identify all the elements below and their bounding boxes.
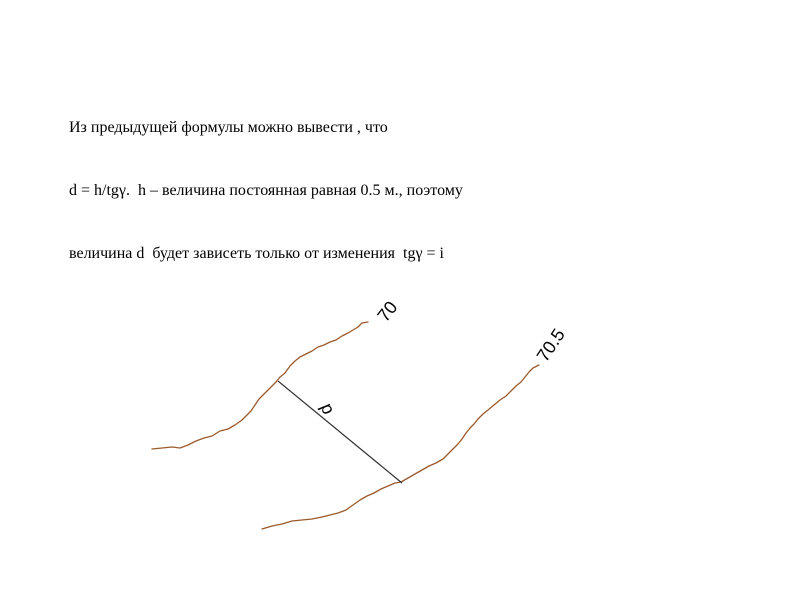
contour-line-70 — [152, 322, 368, 449]
explanation-line-2: d = h/tgγ. h – величина постоянная равная 0.5 м., поэтому — [69, 182, 463, 199]
segment-label-d: d — [314, 401, 337, 418]
contour-line-70-5 — [262, 365, 539, 529]
distance-segment-d — [278, 381, 402, 483]
explanation-line-3: величина d будет зависеть только от изменения tgγ = i — [69, 245, 444, 262]
explanation-line-1: Из предыдущей формулы можно вывести , что — [69, 119, 388, 136]
contour-label-70-5: 70.5 — [532, 324, 569, 366]
contour-label-70: 70 — [373, 297, 402, 326]
